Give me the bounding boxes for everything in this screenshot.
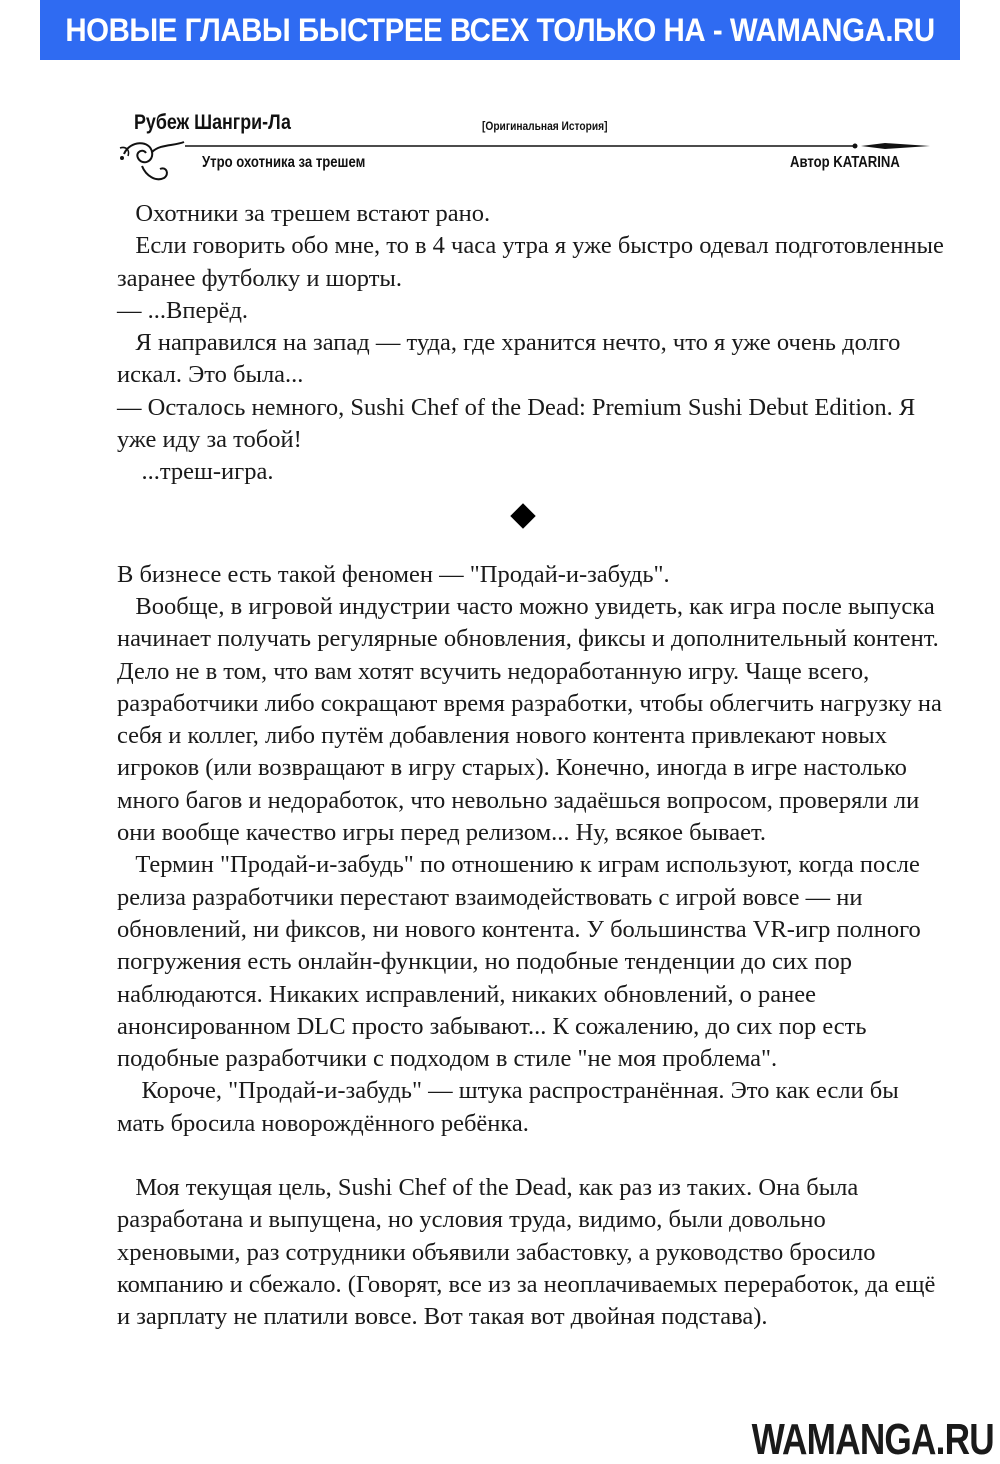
site-banner: НОВЫЕ ГЛАВЫ БЫСТРЕЕ ВСЕХ ТОЛЬКО НА - WAMANGA.RU [40,0,960,60]
story-tag: [Оригинальная История] [482,119,608,133]
paragraph: Вообще, в игровой индустрии часто можно увидеть, как игра после выпуска начинает получать регулярные обновления, фиксы и дополнительный контент. Дело не в том, что вам хотят всучить недоработанную игру. Чаще всего, разработчики либо сокращают время разработки, чтобы облегчить нагрузку на себя и коллег, либо путём добавления нового контента привлекают новых игроков (или возвращают в игру старых). Конечно, иногда в игре настолько много багов и недоработок, что невольно задаёшься вопросом, проверяли ли они вообще качество игры перед релизом... Ну, всякое бывает. [117,592,948,847]
paragraph: Моя текущая цель, Sushi Chef of the Dead, как раз из таких. Она была разработана и выпущена, но условия труда, видимо, были довольно хреновыми, раз сотрудники объявили забастовку, а руководство бросило компанию и сбежало. (Говорят, все из за неоплачиваемых переработок, да ещё и зарплату не платили вовсе. Вот такая вот двойная подстава). [117,1174,942,1331]
paragraph: Термин "Продай-и-забудь" по отношению к играм используют, когда после релиза разработчики перестают взаимодействовать с игрой вовсе — ни обновлений, ни фиксов, ни нового контента. У большинства VR-игр полного погружения есть онлайн-функции, но подобные тенденции до сих пор наблюдаются. Никаких исправлений, никаких обновлений, о ранее анонсированном DLC просто забывают... К сожалению, до сих пор есть подобные разработчики с подходом в стиле "не моя проблема". [117,851,927,1073]
section-divider [117,489,947,559]
header-rule [185,141,931,151]
paragraph: Я направился на запад — туда, где хранится нечто, что я уже очень долго искал. Это была... [117,329,907,389]
paragraph: Охотники за трешем встают рано. [117,200,491,227]
paragraph: — Осталось немного, Sushi Chef of the Dead: Premium Sushi Debut Edition. Я уже иду за тобой! [117,393,922,454]
paragraph: Если говорить обо мне, то в 4 часа утра я уже быстро одевал подготовленные заранее футболку и шорты. [117,232,950,292]
book-title: Рубеж Шангри-Ла [134,111,291,134]
chapter-body [117,198,950,1334]
paragraph: В бизнесе есть такой феномен — "Продай-и-забудь". [117,560,670,588]
paragraph-gap [117,1140,947,1172]
diamond-icon [510,503,535,528]
paragraph: ...треш-игра. [117,458,274,486]
paragraph: Короче, "Продай-и-забудь" — штука распространённая. Это как если бы мать бросила новорождённого ребёнка. [117,1077,905,1137]
paragraph: — ...Вперёд. [117,296,249,324]
flourish-ornament-icon [116,136,196,188]
author-credit: Автор KATARINA [790,154,900,171]
site-watermark: WAMANGA.RU [751,1415,994,1464]
chapter-title: Утро охотника за трешем [202,154,366,171]
